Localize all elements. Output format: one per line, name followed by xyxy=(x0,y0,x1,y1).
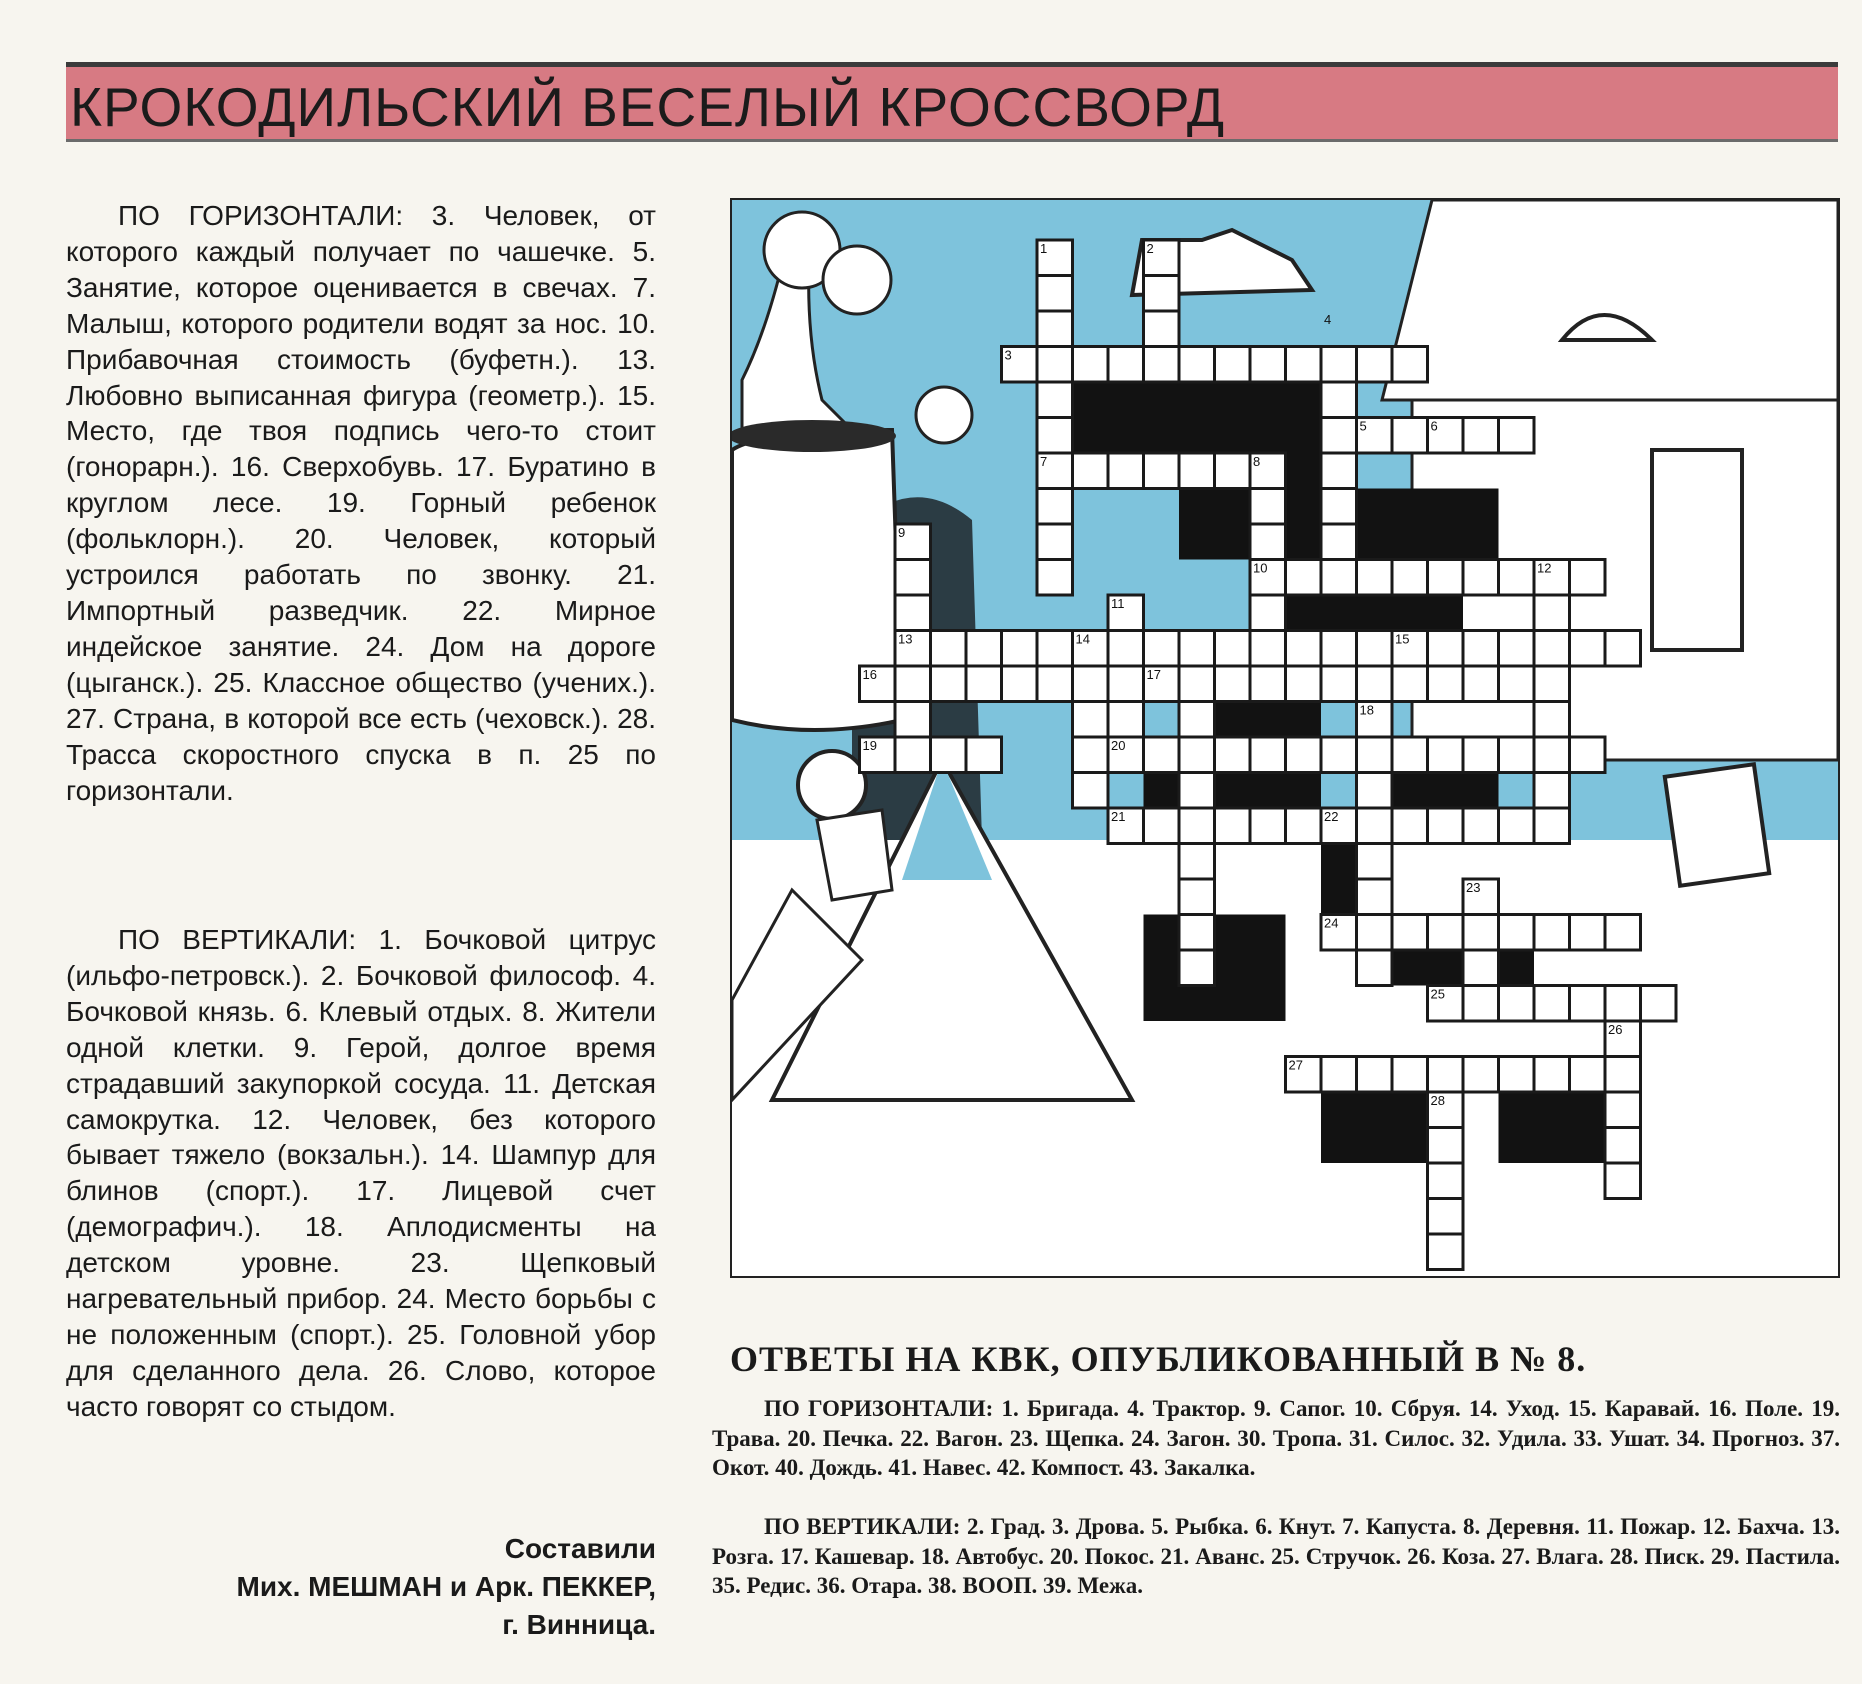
crossword-cell[interactable] xyxy=(1179,737,1215,773)
answers-across xyxy=(712,1394,1840,1514)
crossword-cell[interactable] xyxy=(1286,347,1322,383)
crossword-cell[interactable] xyxy=(1428,1234,1464,1270)
crossword-cell[interactable] xyxy=(1428,1163,1464,1199)
crossword-cell[interactable] xyxy=(1570,737,1606,773)
crossword-cell[interactable] xyxy=(1144,631,1180,667)
crossword-cell[interactable] xyxy=(1037,347,1073,383)
crossword-cell[interactable] xyxy=(1605,915,1641,951)
clues-across-text: 3. Человек, от которого каждый получает по чашечке. 5. Занятие, которое оценивается в свечах. 7. Малыш, которого родители водят за нос. 10. Прибавочная стоимость (буфетн.). 13. Любовно выписанная фигура (геометр.). 15. Место, где твоя подпись чего-то стоит (гонорарн.). 16. Сверхобувь. 17. Буратино в круглом лесе. 19. Горный ребенок (фольклорн.). 20. Человек, который устроился работать по звонку. 21. Импортный разведчик. 22. Мирное индейское занятие. 24. Дом на дороге (цыганск.). 25. Классное общество (учених.). 27. Страна, в которой все есть (чеховск.). 28. Трасса скоростного спуска в п. 25 по горизонтали. xyxy=(66,200,656,806)
crossword-cell[interactable] xyxy=(1215,631,1251,667)
clues-across-heading: ПО ГОРИЗОНТАЛИ: xyxy=(118,200,404,231)
crossword-cell[interactable] xyxy=(1534,666,1570,702)
crossword-clue-number: 20 xyxy=(1111,738,1126,753)
clues-down-heading: ПО ВЕРТИКАЛИ: xyxy=(118,924,357,955)
crossword-cell[interactable] xyxy=(1250,666,1286,702)
crossword-cell[interactable] xyxy=(1144,808,1180,844)
crossword-clue-number: 3 xyxy=(1004,347,1012,363)
crossword-cell[interactable] xyxy=(1037,631,1073,667)
crossword-cell[interactable] xyxy=(1073,347,1109,383)
crossword-cell[interactable] xyxy=(1570,1057,1606,1093)
orange-icon xyxy=(823,246,891,314)
crossword-cell[interactable] xyxy=(1463,915,1499,951)
crossword-black-block xyxy=(1286,382,1322,524)
crossword-cell[interactable] xyxy=(1108,666,1144,702)
crossword-cell[interactable] xyxy=(1037,560,1073,596)
crossword-cell[interactable] xyxy=(1463,418,1499,454)
crossword-cell[interactable] xyxy=(1499,986,1535,1022)
crossword-cell[interactable] xyxy=(1499,666,1535,702)
crossword-cell[interactable] xyxy=(1286,631,1322,667)
crossword-cell[interactable] xyxy=(1570,986,1606,1022)
crossword-clue-number: 19 xyxy=(862,738,877,753)
crossword-cell[interactable] xyxy=(1073,773,1109,809)
crossword-black-block xyxy=(1215,702,1322,738)
crossword-cell[interactable] xyxy=(895,595,931,631)
crossword-cell[interactable] xyxy=(1179,950,1215,986)
crossword-cell[interactable] xyxy=(1321,524,1357,560)
crossword-clue-number: 24 xyxy=(1324,915,1339,931)
crossword-cell[interactable] xyxy=(895,560,931,596)
crossword-cell[interactable] xyxy=(1321,737,1357,773)
crossword-cell[interactable] xyxy=(1534,595,1570,631)
crossword-cell[interactable] xyxy=(1392,808,1428,844)
answers-down-text: 2. Град. 3. Дрова. 5. Рыбка. 6. Кнут. 7. Капуста. 8. Деревня. 11. Пожар. 12. Бахча. 13. Розга. 17. Кашевар. 18. Автобус. 20. Покос. 21. Аванс. 25. Стручок. 26. Коза. 27. Влага. 28. Писк. 29. Пастила. 35. Редис. 36. Отара. 38. ВООП. 39. Межа. xyxy=(712,1514,1840,1598)
credits-line-1: Составили xyxy=(504,1533,656,1564)
crossword-clue-number: 25 xyxy=(1430,986,1445,1002)
crossword-cell[interactable] xyxy=(1605,631,1641,667)
crossword-clue-number: 2 xyxy=(1146,241,1154,256)
crossword-clue-number: 6 xyxy=(1430,418,1438,434)
boy-head-icon xyxy=(798,751,866,819)
crossword-cell[interactable] xyxy=(1357,915,1393,951)
crossword-cell[interactable] xyxy=(1108,453,1144,489)
crossword-cell[interactable] xyxy=(1321,666,1357,702)
sign-board-icon xyxy=(1665,764,1769,885)
crossword-cell[interactable] xyxy=(1215,453,1251,489)
crossword-clue-number: 5 xyxy=(1359,418,1367,434)
crossword-cell[interactable] xyxy=(1286,808,1322,844)
crossword-cell[interactable] xyxy=(1357,737,1393,773)
crossword-cell[interactable] xyxy=(1144,276,1180,312)
crossword-cell[interactable] xyxy=(1215,808,1251,844)
crossword-cell[interactable] xyxy=(931,631,967,667)
crossword-cell[interactable] xyxy=(1357,347,1393,383)
crossword-cell[interactable] xyxy=(1179,666,1215,702)
crossword-cell[interactable] xyxy=(1499,1057,1535,1093)
crossword-cell[interactable] xyxy=(1428,737,1464,773)
crossword-cell[interactable] xyxy=(1037,382,1073,418)
crossword-clue-number: 1 xyxy=(1040,241,1048,256)
crossword-cell[interactable] xyxy=(1073,666,1109,702)
crossword-cell[interactable] xyxy=(1499,560,1535,596)
crossword-cell[interactable] xyxy=(1605,1128,1641,1164)
crossword-cell[interactable] xyxy=(1534,773,1570,809)
crossword-cell[interactable] xyxy=(1108,631,1144,667)
house-door-icon xyxy=(1652,450,1742,650)
crossword-cell[interactable] xyxy=(895,702,931,738)
crossword-cell[interactable] xyxy=(1037,666,1073,702)
crossword-black-block xyxy=(1499,1092,1606,1163)
crossword-cell[interactable] xyxy=(1002,631,1038,667)
crossword-cell[interactable] xyxy=(1463,808,1499,844)
clues-across xyxy=(66,198,656,888)
crossword-cell[interactable] xyxy=(1215,666,1251,702)
answers-down-heading: ПО ВЕРТИКАЛИ: xyxy=(764,1514,961,1539)
clues-down xyxy=(66,922,656,1502)
crossword-cell[interactable] xyxy=(1641,986,1677,1022)
crossword-clue-number: 28 xyxy=(1430,1093,1445,1108)
crossword-cell[interactable] xyxy=(1144,453,1180,489)
crossword-cell[interactable] xyxy=(1250,737,1286,773)
crossword-cell[interactable] xyxy=(1357,1057,1393,1093)
crossword-cell[interactable] xyxy=(1534,1057,1570,1093)
crossword-cell[interactable] xyxy=(1357,808,1393,844)
barrel-top xyxy=(732,420,896,452)
page-title: КРОКОДИЛЬСКИЙ ВЕСЕЛЫЙ КРОССВОРД xyxy=(70,76,1226,138)
title-banner xyxy=(66,62,1838,142)
crossword-cell[interactable] xyxy=(1108,347,1144,383)
crossword-cell[interactable] xyxy=(966,666,1002,702)
crossword-cell[interactable] xyxy=(1499,808,1535,844)
crossword-cell[interactable] xyxy=(1286,666,1322,702)
crossword-cell[interactable] xyxy=(1073,702,1109,738)
crossword-cell[interactable] xyxy=(1144,347,1180,383)
crossword-cell[interactable] xyxy=(1357,666,1393,702)
crossword-cell[interactable] xyxy=(1250,524,1286,560)
crossword-cell[interactable] xyxy=(1534,915,1570,951)
crossword-cell[interactable] xyxy=(1286,560,1322,596)
crossword-cell[interactable] xyxy=(895,737,931,773)
crossword-cell[interactable] xyxy=(1499,418,1535,454)
crossword-cell[interactable] xyxy=(1037,524,1073,560)
answers-across-heading: ПО ГОРИЗОНТАЛИ: xyxy=(764,1396,994,1421)
crossword-cell[interactable] xyxy=(1250,347,1286,383)
crossword-cell[interactable] xyxy=(1392,1057,1428,1093)
crossword-cell[interactable] xyxy=(1605,1057,1641,1093)
crossword-cell[interactable] xyxy=(1215,737,1251,773)
crossword-cell[interactable] xyxy=(931,737,967,773)
crossword-cell[interactable] xyxy=(1499,737,1535,773)
crossword-cell[interactable] xyxy=(1179,453,1215,489)
crossword-cell[interactable] xyxy=(1144,311,1180,347)
crossword-cell[interactable] xyxy=(1428,808,1464,844)
crossword-cell[interactable] xyxy=(1321,560,1357,596)
crossword-cell[interactable] xyxy=(1392,560,1428,596)
crossword-cell[interactable] xyxy=(1250,595,1286,631)
crossword-cell[interactable] xyxy=(1286,737,1322,773)
crossword-clue-number: 27 xyxy=(1288,1057,1303,1073)
crossword-cell[interactable] xyxy=(1499,631,1535,667)
crossword-cell[interactable] xyxy=(1534,702,1570,738)
crossword-cell[interactable] xyxy=(1073,737,1109,773)
crossword-cell[interactable] xyxy=(1002,666,1038,702)
crossword-cell[interactable] xyxy=(1037,489,1073,525)
crossword-cell[interactable] xyxy=(1215,347,1251,383)
crossword-cell[interactable] xyxy=(1534,808,1570,844)
orange-icon xyxy=(916,387,972,443)
crossword-cell[interactable] xyxy=(1428,1199,1464,1235)
crossword-illustration xyxy=(730,198,1840,1278)
crossword-cell[interactable] xyxy=(1605,986,1641,1022)
crossword-clue-number: 21 xyxy=(1111,809,1126,824)
crossword-cell[interactable] xyxy=(1179,915,1215,951)
crossword-cell[interactable] xyxy=(1463,560,1499,596)
crossword-cell[interactable] xyxy=(1534,986,1570,1022)
crossword-black-block xyxy=(1144,773,1322,809)
crossword-clue-number: 15 xyxy=(1395,631,1410,647)
crossword-cell[interactable] xyxy=(1570,915,1606,951)
crossword-cell[interactable] xyxy=(1179,844,1215,880)
crossword-cell[interactable] xyxy=(1463,950,1499,986)
crossword-cell[interactable] xyxy=(1357,950,1393,986)
crossword-black-block xyxy=(1357,489,1499,560)
crossword-cell[interactable] xyxy=(1570,631,1606,667)
crossword-cell[interactable] xyxy=(1605,1163,1641,1199)
crossword-clue-number: 8 xyxy=(1253,454,1261,469)
crossword-cell[interactable] xyxy=(1321,418,1357,454)
crossword-cell[interactable] xyxy=(1392,418,1428,454)
crossword-cell[interactable] xyxy=(1428,631,1464,667)
crossword-clue-number: 11 xyxy=(1111,596,1125,611)
crossword-cell[interactable] xyxy=(1392,737,1428,773)
credits-line-3: г. Винница. xyxy=(502,1609,656,1640)
crossword-clue-number: 16 xyxy=(862,667,877,682)
crossword-clue-number: 23 xyxy=(1466,880,1481,895)
crossword-cell[interactable] xyxy=(966,737,1002,773)
crossword-cell[interactable] xyxy=(1428,666,1464,702)
house-roof xyxy=(1382,200,1838,400)
crossword-clue-number: 10 xyxy=(1253,560,1268,576)
crossword-cell[interactable] xyxy=(1357,844,1393,880)
crossword-cell[interactable] xyxy=(1499,915,1535,951)
crossword-clue-number: 17 xyxy=(1146,667,1161,682)
crossword-clue-number: 12 xyxy=(1537,560,1552,576)
boy-body-icon xyxy=(817,810,892,900)
crossword-cell[interactable] xyxy=(1605,1092,1641,1128)
crossword-svg xyxy=(732,200,1838,1276)
crossword-cell[interactable] xyxy=(1250,808,1286,844)
crossword-cell[interactable] xyxy=(1321,489,1357,525)
crossword-cell[interactable] xyxy=(1428,1057,1464,1093)
crossword-cell[interactable] xyxy=(1392,915,1428,951)
credits xyxy=(237,1530,656,1644)
crossword-clue-number: 4 xyxy=(1324,312,1332,327)
crossword-cell[interactable] xyxy=(1250,489,1286,525)
crossword-black-block xyxy=(1179,489,1250,560)
crossword-cell[interactable] xyxy=(1037,311,1073,347)
crossword-cell[interactable] xyxy=(1428,915,1464,951)
crossword-cell[interactable] xyxy=(1463,666,1499,702)
answers-title: ОТВЕТЫ НА КВК, ОПУБЛИКОВАННЫЙ В № 8. xyxy=(730,1339,1587,1379)
crossword-cell[interactable] xyxy=(1179,347,1215,383)
crossword-cell[interactable] xyxy=(1357,560,1393,596)
crossword-cell[interactable] xyxy=(1463,986,1499,1022)
crossword-clue-number: 18 xyxy=(1359,702,1374,718)
credits-line-2: Мих. МЕШМАН и Арк. ПЕККЕР, xyxy=(236,1571,656,1602)
crossword-cell[interactable] xyxy=(966,631,1002,667)
crossword-cell[interactable] xyxy=(1037,276,1073,312)
crossword-cell[interactable] xyxy=(1073,453,1109,489)
crossword-cell[interactable] xyxy=(1463,1057,1499,1093)
crossword-cell[interactable] xyxy=(1179,773,1215,809)
crossword-cell[interactable] xyxy=(1570,560,1606,596)
crossword-cell[interactable] xyxy=(1108,702,1144,738)
clues-down-text: 1. Бочковой цитрус (ильфо-петровск.). 2. Бочковой философ. 4. Бочковой князь. 6. Клевый отдых. 8. Жители одной клетки. 9. Герой, долгое время страдавший закупоркой сосуда. 11. Детская самокрутка. 12. Человек, без которого бывает тяжело (вокзальн.). 14. Шампур для блинов (спорт.). 17. Лицевой счет (демографич.). 18. Аплодисменты на детском уровне. 23. Щепковый нагревательный прибор. 24. Место борьбы с не положенным (спорт.). 25. Головной убор для сделанного дела. 26. Слово, которое часто говорят со стыдом. xyxy=(66,924,656,1422)
crossword-cell[interactable] xyxy=(1144,737,1180,773)
answers-across-text: 1. Бригада. 4. Трактор. 9. Сапог. 10. Сбруя. 14. Уход. 15. Каравай. 16. Поле. 19. Трава. 20. Печка. 22. Вагон. 23. Щепка. 24. Загон. 30. Тропа. 31. Силос. 32. Удила. 33. Ушат. 34. Прогноз. 37. Окот. 40. Дождь. 41. Навес. 42. Компост. 43. Закалка. xyxy=(712,1396,1840,1480)
crossword-clue-number: 7 xyxy=(1040,454,1048,469)
crossword-cell[interactable] xyxy=(1321,453,1357,489)
crossword-cell[interactable] xyxy=(1534,631,1570,667)
crossword-cell[interactable] xyxy=(1179,808,1215,844)
crossword-cell[interactable] xyxy=(1428,1128,1464,1164)
crossword-cell[interactable] xyxy=(1357,773,1393,809)
crossword-cell[interactable] xyxy=(1321,347,1357,383)
crossword-cell[interactable] xyxy=(1428,560,1464,596)
crossword-clue-number: 9 xyxy=(898,525,906,540)
crossword-clue-number: 22 xyxy=(1324,809,1339,824)
crossword-cell[interactable] xyxy=(1321,631,1357,667)
crossword-clue-number: 14 xyxy=(1075,631,1090,647)
crossword-cell[interactable] xyxy=(1392,347,1428,383)
crossword-clue-number: 26 xyxy=(1608,1022,1623,1037)
crossword-cell[interactable] xyxy=(1357,879,1393,915)
crossword-black-block xyxy=(1321,1092,1428,1163)
crossword-cell[interactable] xyxy=(1463,737,1499,773)
crossword-cell[interactable] xyxy=(1179,631,1215,667)
crossword-cell[interactable] xyxy=(1392,666,1428,702)
crossword-cell[interactable] xyxy=(1463,631,1499,667)
crossword-cell[interactable] xyxy=(1037,418,1073,454)
crossword-cell[interactable] xyxy=(1179,702,1215,738)
answers-down xyxy=(712,1512,1840,1644)
crossword-cell[interactable] xyxy=(1321,382,1357,418)
crossword-cell[interactable] xyxy=(1534,737,1570,773)
crossword-cell[interactable] xyxy=(931,666,967,702)
crossword-clue-number: 13 xyxy=(898,631,913,647)
crossword-cell[interactable] xyxy=(1250,631,1286,667)
crossword-cell[interactable] xyxy=(1179,879,1215,915)
crossword-cell[interactable] xyxy=(1321,1057,1357,1093)
crossword-cell[interactable] xyxy=(895,666,931,702)
crossword-cell[interactable] xyxy=(1357,631,1393,667)
